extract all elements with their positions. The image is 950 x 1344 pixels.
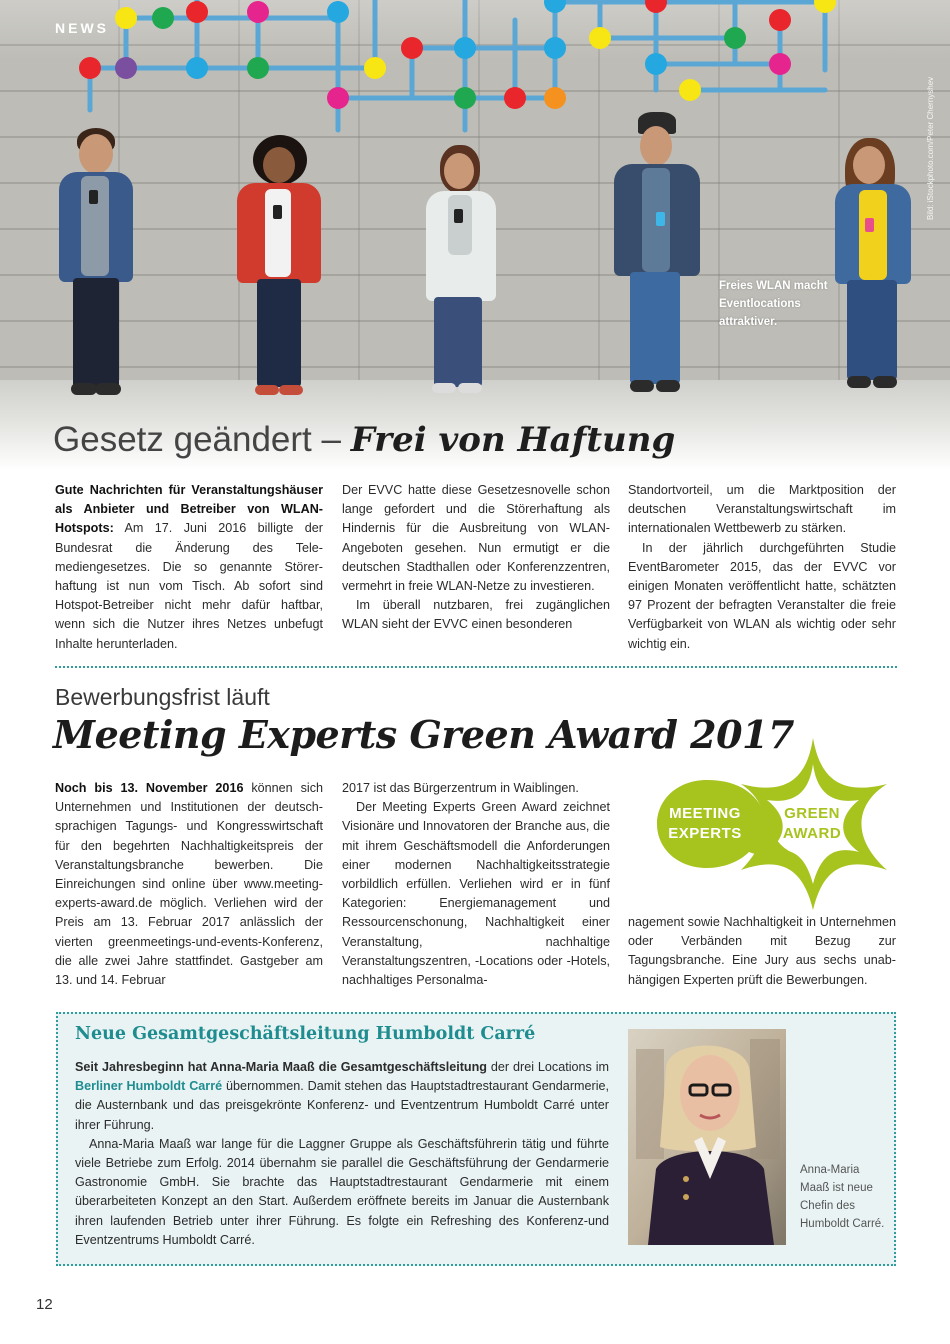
article1-headline-light: Gesetz geändert – [53, 420, 341, 459]
article1-column-1 [55, 481, 323, 654]
article2-col1-text: können sich Unternehmen und Institutionen der deutschsprachigen Tagungs- und Kongresswirtschaft für den begehrten Nachhaltigkeitspreis der Veranstaltungsbranche bewerben. Die Einreichungen sind online über www.meeting-experts-award.de möglich. Verliehen wird der Preis am 13. Februar 2017 anlässlich der vierten greenmeetings-und-events-Konferenz, die alle zwei Jahre stattfindet. Gastgeber am 13. und 14. Februar [55, 781, 323, 988]
article2-column-1 [55, 779, 323, 990]
section-label: NEWS [55, 20, 109, 36]
article1-lead: Gute Nachrichten für Veranstaltungshäuser als Anbieter und Betreiber von WLAN-Hotspots: [55, 483, 323, 536]
person-1 [55, 128, 135, 398]
award-logo-right-text: GREEN AWARD [782, 805, 842, 842]
portrait-figure [628, 1029, 786, 1245]
article1-col2-p2: Im überall nutzbaren, frei zugänglichen WLAN sieht der EVVC einen besonderen [342, 598, 610, 632]
info-box-lead: Seit Jahresbeginn hat Anna-Maria Maaß die Gesamtgeschäftsleitung [75, 1060, 488, 1074]
info-box-title: Neue Gesamtgeschäftsleitung Humboldt Carré [75, 1024, 536, 1044]
person-2 [235, 135, 325, 400]
article2-kicker: Bewerbungsfrist läuft [55, 684, 270, 710]
hero-photo [0, 0, 950, 470]
portrait-photo [628, 1029, 786, 1245]
article2-column-2 [342, 779, 610, 990]
person-5 [835, 138, 915, 396]
article1-col3-p1: Standortvorteil, um die Marktposition der deutschen Veranstaltungswirtschaft im internationalen Wettbewerb zu stärken. [628, 483, 896, 536]
info-box-text-a: der drei Locations im [487, 1060, 609, 1074]
photo-credit: Bild: iStockphoto.com/Peter Chernyshev [926, 76, 935, 220]
article1-column-2 [342, 481, 610, 635]
article2-lead: Noch bis 13. November 2016 [55, 781, 244, 795]
article1-headline-italic: Frei von Haftung [350, 420, 676, 460]
network-graphic [0, 0, 950, 140]
article2-col2-p1: 2017 ist das Bürgerzentrum in Waiblingen. [342, 781, 579, 795]
hero-caption: Freies WLAN macht Eventlocations attraktiver. [719, 280, 828, 328]
person-3 [420, 145, 500, 400]
article2-col3-p1: nagement sowie Nachhaltigkeit in Unternehmen oder Verbänden mit Bezug zur Tagungsbranche. Eine Jury aus sechs unabhängigen Experten prüft die Bewerbungen. [628, 915, 896, 987]
person-4 [612, 112, 702, 397]
page-number: 12 [36, 1296, 53, 1313]
article1-col1-text: Am 17. Juni 2016 billigte der Bundesrat die Änderung des Telemediengesetzes. Die so genannte Störerhaftung ist nun vom Tisch. Ab sofort sind Hotspot-Betreiber nicht mehr dafür haftbar, wenn sich die Nutzer ihres Netzes unbefugt Inhalte herunterladen. [55, 521, 323, 651]
article2-headline: Meeting Experts Green Award 2017 [53, 712, 794, 757]
info-box-text-b: übernommen. Damit stehen das Hauptstadtrestaurant Gendarmerie, die Austernbank und das preisgekrönte Konferenz- und Eventzentrum Humboldt Carré unter ihrer Führung. [75, 1079, 609, 1132]
info-box-text [75, 1058, 609, 1250]
article1-column-3 [628, 481, 896, 654]
info-box-paragraph-2: Anna-Maria Maaß war lange für die Laggner Gruppe als Geschäftsführerin tätig und führte viele Betriebe zum Erfolg. 2014 übernahm sie parallel die Geschäftsführung der Gendarmerie Gastronomie GmbH. Sie brachte das Hauptstadtrestaurant Gendarmerie mit einem überarbeiteten Konzept an den Start. Außerdem eröffnete bereits im Januar die Austernbank ihren laufenden Betrieb unter ihrer Führung. Es folgte ein Refreshing des Konferenz-und Eventzentrums Humboldt Carré. [75, 1136, 609, 1247]
article1-headline [53, 420, 675, 460]
humboldt-carre-link[interactable]: Berliner Humboldt Carré [75, 1079, 223, 1094]
article1-col3-p2: In der jährlich durchgeführten Studie EventBarometer 2015, das der EVVC vor einigen Monaten veröffentlicht hatte, schätzten 97 Prozent der befragten Veranstalter die freie Verfügbarkeit von WLAN als wichtig oder sehr wichtig ein. [628, 540, 896, 651]
award-logo-left-text: MEETING EXPERTS [668, 805, 742, 842]
article2-column-3 [628, 913, 896, 990]
article1-col2-p1: Der EVVC hatte diese Gesetzesnovelle schon lange gefordert und die Störerhaftung als Hindernis für die Ausbreitung von WLAN-Angeboten gesehen. Nun ermutigt er die deutschen Stadthallen oder Konferenzzentren, vermehrt in freie WLAN-Netze zu investieren. [342, 483, 610, 594]
article2-col2-p2: Der Meeting Experts Green Award zeichnet Visionäre und Innovatoren der Branche aus, die mit ihrem Geschäftsmodell die Anforderungen einer modernen Nachhaltigkeitsstrategie vorbildlich erfüllen. Verliehen wird er in fünf Kategorien: Energiemanagement und Ressourcenschonung, Nachhaltigkeit einer Veranstaltung, nachhaltige Veranstaltungszentren, -Locations oder -Hotels, nachhaltiges Personalma- [342, 800, 610, 988]
section-divider [55, 666, 897, 668]
portrait-caption: Anna-Maria Maaß ist neue Chefin des Humboldt Carré. [800, 1164, 885, 1230]
